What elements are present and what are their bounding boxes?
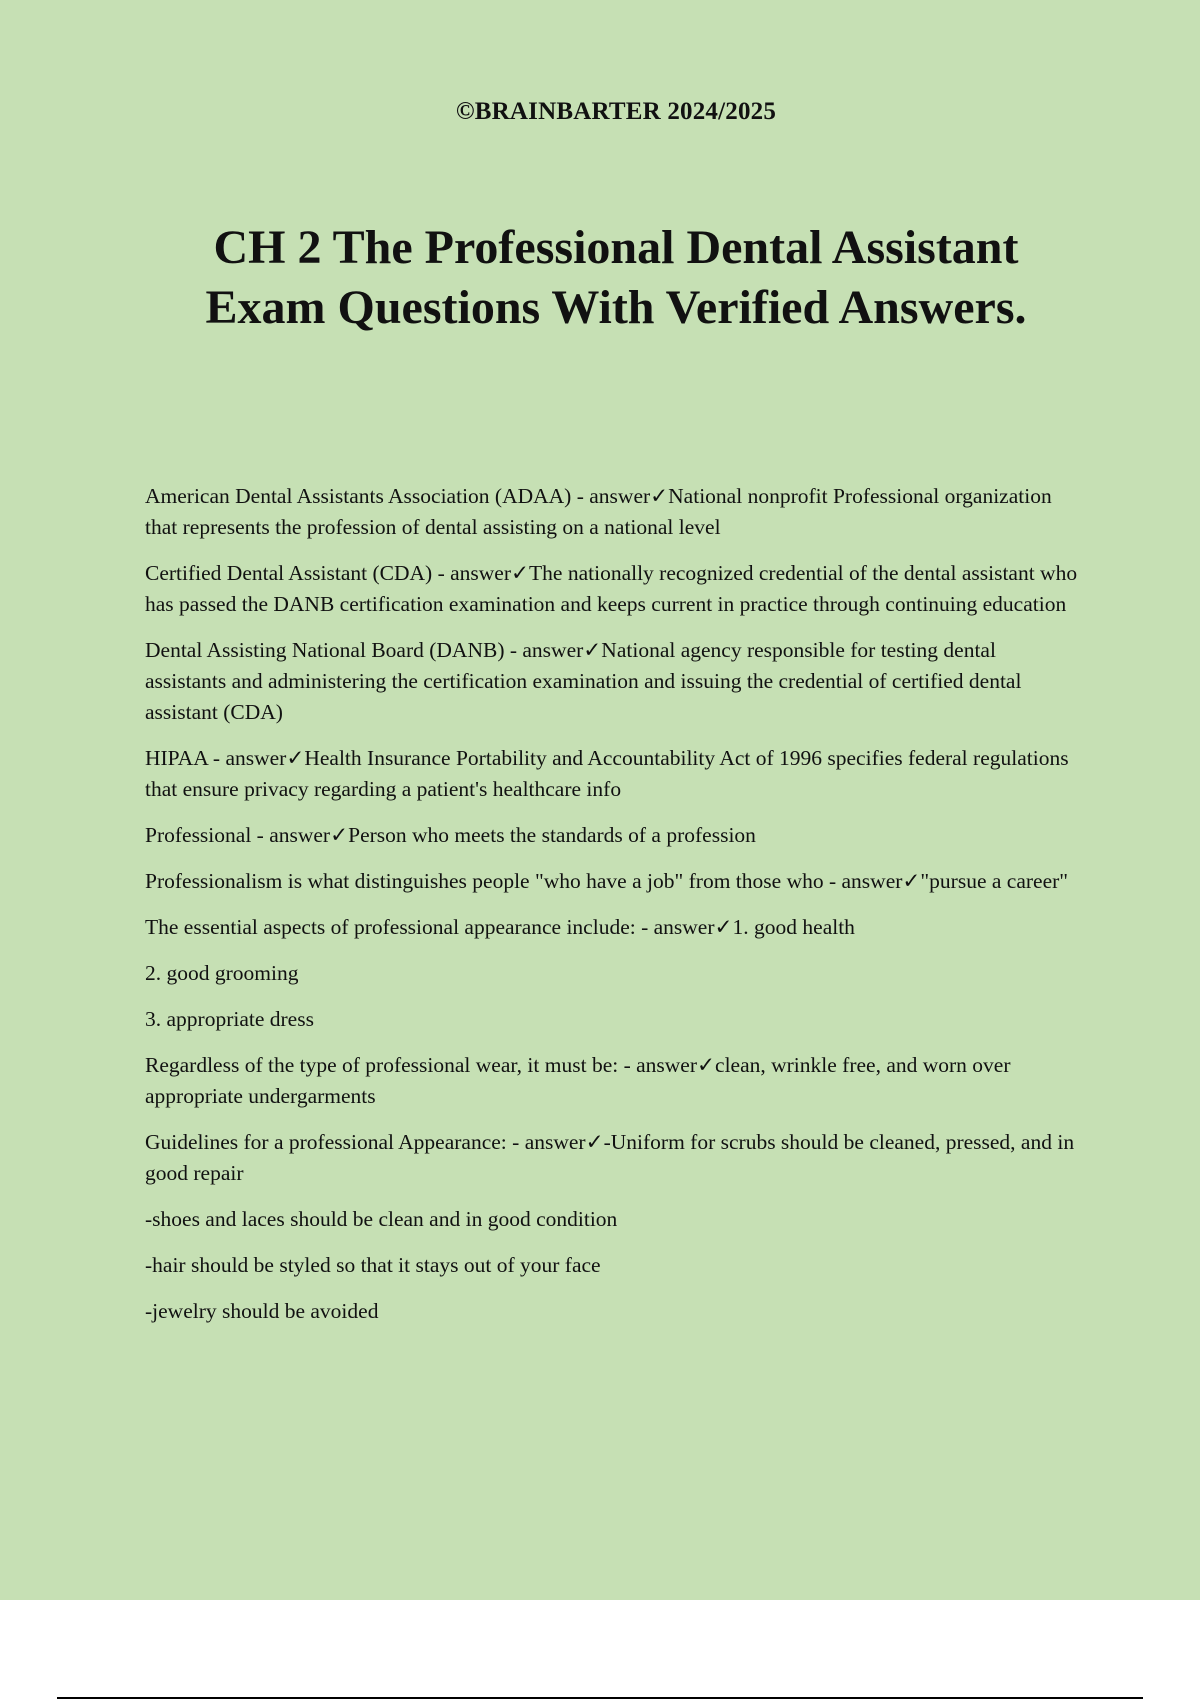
qa-list (145, 481, 1080, 1342)
qa-item: Professional - answer✓Person who meets the standards of a profession (145, 823, 756, 847)
qa-item: -shoes and laces should be clean and in good condition (145, 1207, 618, 1231)
footer-divider (57, 1697, 1143, 1699)
qa-item: HIPAA - answer✓Health Insurance Portability and Accountability Act of 1996 specifies federal regulations that ensure privacy regarding a patient's healthcare info (145, 746, 1069, 801)
qa-item: The essential aspects of professional appearance include: - answer✓1. good health (145, 915, 855, 939)
document-title (0, 218, 1200, 338)
qa-item: Professionalism is what distinguishes people "who have a job" from those who - answer✓"pursue a career" (145, 869, 1069, 893)
qa-item: American Dental Assistants Association (ADAA) - answer✓National nonprofit Professional organization that represents the profession of dental assisting on a national level (145, 484, 1052, 539)
copyright-header: ©BRAINBARTER 2024/2025 (455, 98, 777, 125)
title-line-1: CH 2 The Professional Dental Assistant (213, 221, 1019, 274)
qa-item: -jewelry should be avoided (145, 1299, 379, 1323)
qa-item: -hair should be styled so that it stays out of your face (145, 1253, 601, 1277)
qa-item: 2. good grooming (145, 961, 299, 985)
title-line-2: Exam Questions With Verified Answers. (205, 281, 1027, 334)
qa-item: 3. appropriate dress (145, 1007, 314, 1031)
qa-item: Dental Assisting National Board (DANB) - answer✓National agency responsible for testing dental assistants and administering the certification examination and issuing the credential of certified dental assistant (CDA) (145, 638, 1022, 724)
qa-item: Regardless of the type of professional wear, it must be: - answer✓clean, wrinkle free, and worn over appropriate undergarments (145, 1053, 1011, 1108)
qa-item: Certified Dental Assistant (CDA) - answer✓The nationally recognized credential of the dental assistant who has passed the DANB certification examination and keeps current in practice through continuing education (145, 561, 1078, 616)
qa-item: Guidelines for a professional Appearance: - answer✓-Uniform for scrubs should be cleaned, pressed, and in good repair (145, 1130, 1075, 1185)
